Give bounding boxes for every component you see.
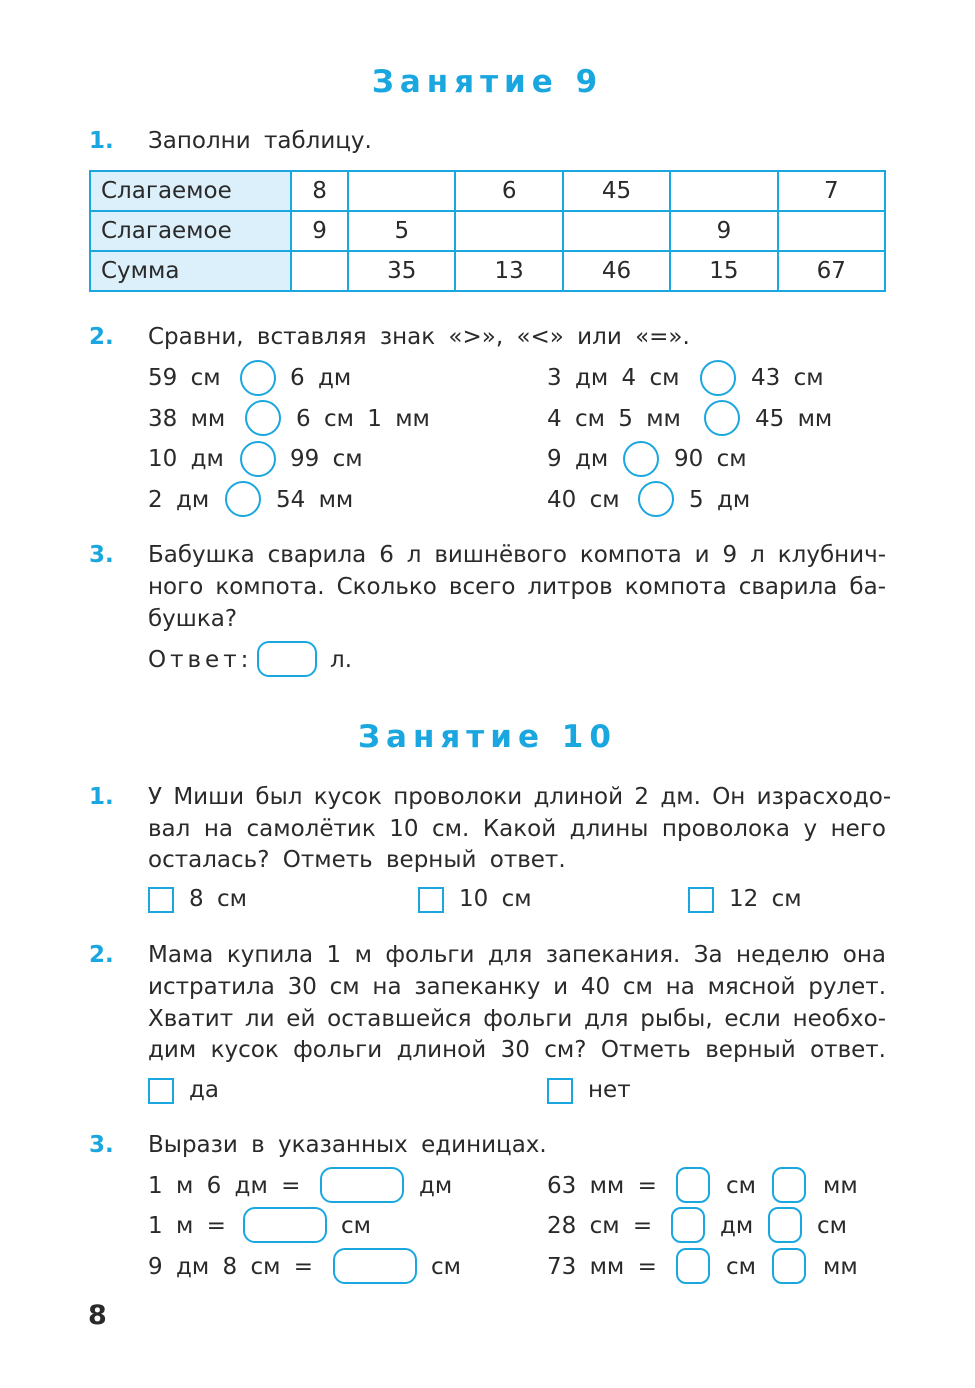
convert-answer-box[interactable] — [772, 1248, 806, 1284]
option-checkbox[interactable] — [418, 887, 444, 913]
compare-left-b: 6 см 1 мм — [296, 406, 430, 432]
table-cell[interactable]: 9 — [670, 211, 777, 251]
compare-right-a: 3 дм 4 см — [547, 365, 680, 391]
compare-right-a: 40 см — [547, 487, 620, 513]
table-row — [90, 251, 885, 291]
compare-circle[interactable] — [240, 360, 276, 396]
task-number: 3. — [89, 1132, 114, 1158]
option-checkbox[interactable] — [547, 1078, 573, 1104]
table-cell[interactable] — [291, 251, 348, 291]
task-text-line: Мама купила 1 м фольги для запекания. За неделю она — [148, 942, 886, 968]
compare-circle[interactable] — [638, 481, 674, 517]
table-cell[interactable]: 67 — [778, 251, 885, 291]
task-text-line: У Миши был кусок проволоки длиной 2 дм. Он израсходо- — [148, 784, 892, 810]
compare-left-b: 54 мм — [276, 487, 354, 513]
option-label: нет — [588, 1077, 631, 1103]
compare-right-b: 5 дм — [689, 487, 751, 513]
convert-unit: см — [341, 1213, 371, 1239]
task-text-line: Хватит ли ей оставшейся фольги для рыбы, если необхо- — [148, 1006, 886, 1032]
compare-left-a: 2 дм — [148, 487, 210, 513]
convert-answer-box[interactable] — [320, 1167, 404, 1203]
answer-unit: л. — [330, 647, 353, 673]
lesson-9-title: Занятие 9 — [371, 64, 604, 100]
compare-left-b: 6 дм — [290, 365, 352, 391]
option-label: да — [189, 1077, 219, 1103]
answer-box[interactable] — [257, 641, 317, 677]
task-text-line: дим кусок фольги длиной 30 см? Отметь верный ответ. — [148, 1037, 886, 1063]
convert-answer-box[interactable] — [676, 1248, 710, 1284]
row-header: Сумма — [90, 251, 291, 291]
task-number: 1. — [89, 784, 114, 810]
convert-unit: дм — [720, 1213, 754, 1239]
page-number: 8 — [88, 1300, 107, 1331]
convert-answer-box[interactable] — [676, 1167, 710, 1203]
table-cell[interactable]: 7 — [778, 171, 885, 211]
option-checkbox[interactable] — [148, 887, 174, 913]
convert-expr: 1 м 6 дм = — [148, 1173, 301, 1199]
convert-answer-box[interactable] — [768, 1207, 802, 1243]
task-number: 2. — [89, 942, 114, 968]
convert-unit: см — [726, 1254, 756, 1280]
compare-left-a: 59 см — [148, 365, 221, 391]
compare-left-b: 99 см — [290, 446, 363, 472]
option-checkbox[interactable] — [148, 1078, 174, 1104]
row-header: Слагаемое — [90, 171, 291, 211]
task-text: Сравни, вставляя знак «>», «<» или «=». — [148, 324, 690, 350]
task-number: 2. — [89, 324, 114, 350]
table-cell[interactable]: 15 — [670, 251, 777, 291]
compare-circle[interactable] — [700, 360, 736, 396]
table-cell[interactable]: 6 — [455, 171, 562, 211]
compare-circle[interactable] — [240, 441, 276, 477]
compare-right-a: 4 см 5 мм — [547, 406, 681, 432]
compare-left-a: 38 мм — [148, 406, 226, 432]
compare-right-a: 9 дм — [547, 446, 609, 472]
task-text-line: бушка? — [148, 606, 238, 632]
task-text-line: осталась? Отметь верный ответ. — [148, 847, 566, 873]
convert-unit: см — [431, 1254, 461, 1280]
option-label: 10 см — [459, 886, 532, 912]
lesson-10-title: Занятие 10 — [358, 719, 617, 755]
convert-expr: 9 дм 8 см = — [148, 1254, 314, 1280]
task-number: 1. — [89, 128, 114, 154]
compare-left-a: 10 дм — [148, 446, 224, 472]
convert-unit: мм — [823, 1254, 858, 1280]
table-cell[interactable]: 35 — [348, 251, 455, 291]
table-row — [90, 171, 885, 211]
table-cell[interactable]: 9 — [291, 211, 348, 251]
task-text: Заполни таблицу. — [148, 128, 372, 154]
table-cell[interactable]: 8 — [291, 171, 348, 211]
convert-unit: мм — [823, 1173, 858, 1199]
table-cell[interactable]: 45 — [563, 171, 670, 211]
compare-circle[interactable] — [623, 441, 659, 477]
convert-answer-box[interactable] — [671, 1207, 705, 1243]
convert-unit: см — [817, 1213, 847, 1239]
compare-right-b: 45 мм — [755, 406, 833, 432]
option-label: 8 см — [189, 886, 247, 912]
compare-circle[interactable] — [225, 481, 261, 517]
table-cell[interactable] — [778, 211, 885, 251]
convert-expr: 1 м = — [148, 1213, 226, 1239]
answer-label: Ответ: — [148, 647, 253, 673]
task-text-line: вал на самолётик 10 см. Какой длины проволока у него — [148, 816, 886, 842]
table-cell[interactable] — [670, 171, 777, 211]
convert-answer-box[interactable] — [772, 1167, 806, 1203]
convert-answer-box[interactable] — [243, 1207, 327, 1243]
table-cell[interactable] — [348, 171, 455, 211]
table-cell[interactable]: 46 — [563, 251, 670, 291]
convert-unit: дм — [419, 1173, 453, 1199]
convert-unit: см — [726, 1173, 756, 1199]
convert-expr: 63 мм = — [547, 1173, 657, 1199]
convert-answer-box[interactable] — [333, 1248, 417, 1284]
compare-right-b: 43 см — [751, 365, 824, 391]
sum-table — [89, 170, 886, 292]
table-cell[interactable]: 5 — [348, 211, 455, 251]
compare-right-b: 90 см — [674, 446, 747, 472]
row-header: Слагаемое — [90, 211, 291, 251]
task-text: Вырази в указанных единицах. — [148, 1132, 547, 1158]
task-number: 3. — [89, 542, 114, 568]
table-cell[interactable] — [563, 211, 670, 251]
compare-circle[interactable] — [704, 400, 740, 436]
convert-expr: 28 см = — [547, 1213, 653, 1239]
table-row — [90, 211, 885, 251]
compare-circle[interactable] — [245, 400, 281, 436]
task-text-line: истратила 30 см на запеканку и 40 см на мясной рулет. — [148, 974, 886, 1000]
option-checkbox[interactable] — [688, 887, 714, 913]
table-cell[interactable]: 13 — [455, 251, 562, 291]
convert-expr: 73 мм = — [547, 1254, 657, 1280]
task-text-line: Бабушка сварила 6 л вишнёвого компота и 9 л клубнич- — [148, 542, 886, 568]
table-cell[interactable] — [455, 211, 562, 251]
task-text-line: ного компота. Сколько всего литров компота сварила ба- — [148, 574, 886, 600]
option-label: 12 см — [729, 886, 802, 912]
